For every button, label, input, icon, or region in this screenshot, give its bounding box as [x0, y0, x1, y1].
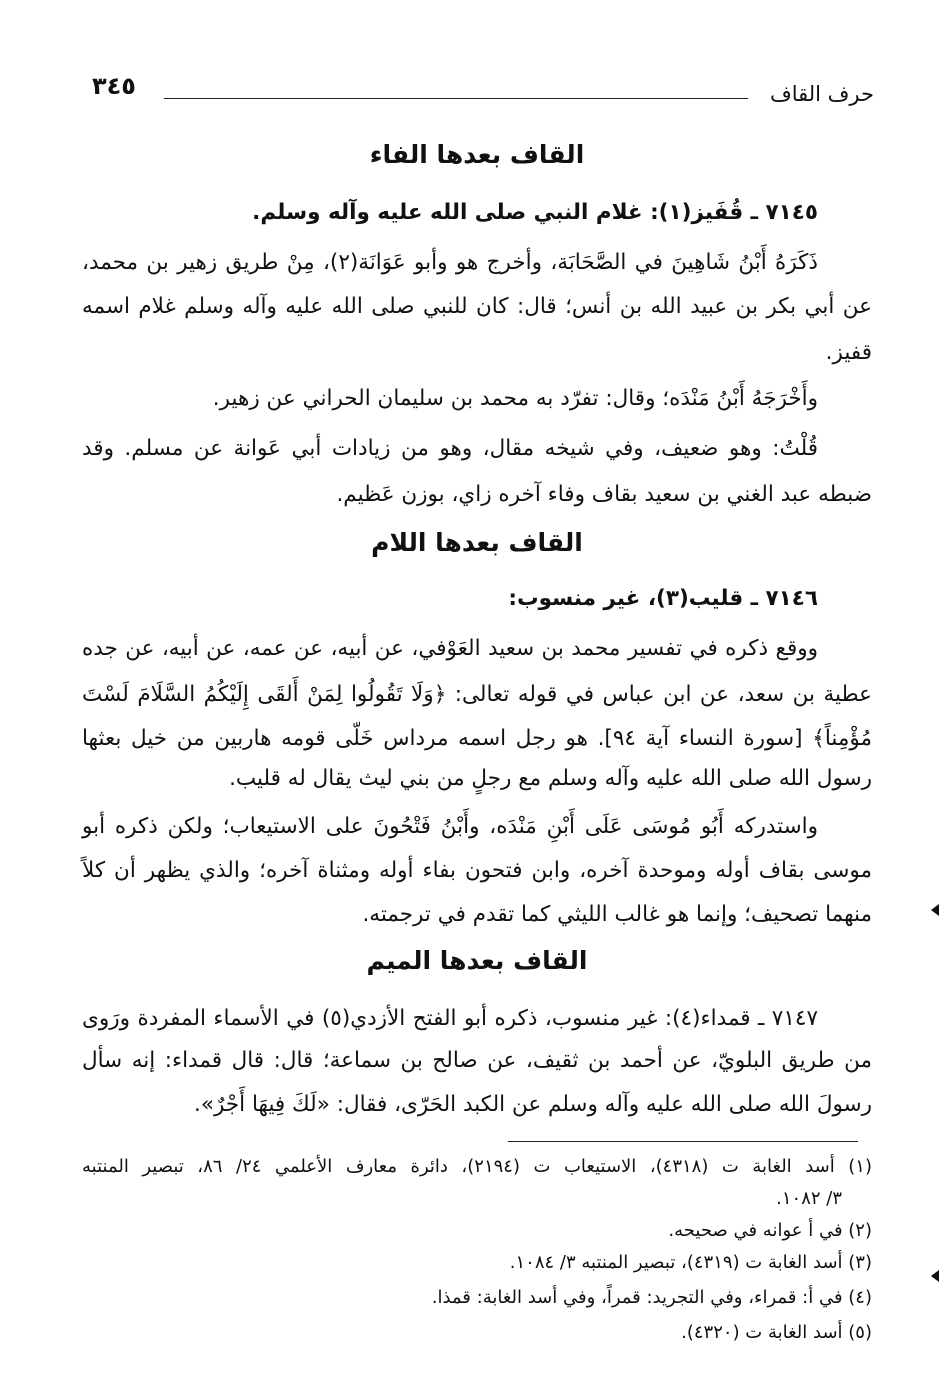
footnote-1-continuation: ٣/ ١٠٨٢. [776, 1188, 842, 1209]
text-line: ضبطه عبد الغني بن سعيد بقاف وفاء آخره زاي، بوزن عَظيم. [336, 482, 872, 507]
entry-7145-title: ٧١٤٥ ـ قُفَيز(١): غلام النبي صلى الله عليه وآله وسلم. [252, 200, 818, 225]
text-line: عطية بن سعد، عن ابن عباس في قوله تعالى: ﴿وَلَا تَقُولُوا لِمَنْ أَلقَى إِلَيْكُمُ السَّلَامَ لَسْتَ [82, 682, 872, 707]
margin-mark-icon [931, 1270, 939, 1282]
chapter-title: حرف القاف [769, 82, 874, 106]
text-line: قفيز. [825, 340, 872, 365]
footnote-4: (٤) في أ: قمراء، وفي التجريد: قمراً، وفي أسد الغابة: قمذا. [431, 1287, 872, 1308]
text-line: موسى بقاف أوله وموحدة آخره، وابن فتحون بفاء أوله ومثناة آخره؛ والذي يظهر أن كلاً [82, 858, 872, 883]
text-line: قُلْتُ: وهو ضعيف، وفي شيخه مقال، وهو من زيادات أبي عَوانة عن مسلم. وقد [82, 436, 818, 461]
text-line: عن أبي بكر بن عبيد الله بن أنس؛ قال: كان للنبي صلى الله عليه وآله وسلم غلام اسمه [82, 294, 872, 319]
page-number: ٣٤٥ [92, 72, 136, 100]
section-heading-qaf-fa: القاف بعدها الفاء [369, 140, 585, 169]
footnote-1: (١) أسد الغابة ت (٤٣١٨)، الاستيعاب ت (٢١٩٤)، دائرة معارف الأعلمي ٢٤/ ٨٦، تبصير المنتبه [82, 1156, 872, 1177]
text-line: مُؤْمِناً﴾ [سورة النساء آية ٩٤]. هو رجل اسمه مرداس خَلّى قومه هاربين من خيل بعثها [82, 726, 872, 751]
text-line: ذَكَرَهُ أَبْنُ شَاهِينَ في الصَّحَابَة، وأخرج هو وأبو عَوَانَة(٢)، مِنْ طريق زهير بن محمد، [82, 250, 818, 275]
text-line: واستدركه أَبُو مُوسَى عَلَى أَبْنِ مَنْدَه، وأَبْنُ فَتْحُونَ على الاستيعاب؛ ولكن ذكره أبو [82, 814, 818, 839]
margin-mark-icon [931, 904, 939, 916]
section-heading-qaf-mim: القاف بعدها الميم [366, 946, 588, 975]
footnote-3: (٣) أسد الغابة ت (٤٣١٩)، تبصير المنتبه ٣/ ١٠٨٤. [509, 1252, 872, 1273]
text-line: وأَخْرَجَهُ أَبْنُ مَنْدَه؛ وقال: تفرّد به محمد بن سليمان الحراني عن زهير. [212, 386, 818, 411]
footnote-2: (٢) في أ عوانه في صحيحه. [668, 1220, 872, 1241]
footnote-separator [508, 1141, 858, 1142]
text-line: من طريق البلويّ، عن أحمد بن ثقيف، عن صالح بن سماعة؛ قال: قال قمداء: إنه سأل [82, 1048, 872, 1073]
footnote-5: (٥) أسد الغابة ت (٤٣٢٠). [681, 1322, 872, 1343]
text-line: رسول الله صلى الله عليه وآله وسلم مع رجلٍ من بني ليث يقال له قليب. [229, 766, 872, 791]
entry-7146-title: ٧١٤٦ ـ قليب(٣)، غير منسوب: [508, 586, 818, 611]
section-heading-qaf-lam: القاف بعدها اللام [371, 528, 583, 557]
text-line: ووقع ذكره في تفسير محمد بن سعيد العَوْفي، عن أبيه، عن عمه، عن أبيه، عن جده [82, 636, 818, 661]
text-line: رسولَ الله صلى الله عليه وآله وسلم عن الكبد الحَرّى، فقال: «لَكَ فِيهَا أَجْرٌ». [194, 1092, 872, 1117]
entry-7147-first-line: ٧١٤٧ ـ قمداء(٤): غير منسوب، ذكره أبو الفتح الأزدي(٥) في الأسماء المفردة ورَوى [82, 1006, 818, 1031]
text-line: منهما تصحيف؛ وإنما هو غالب الليثي كما تقدم في ترجمته. [362, 902, 872, 927]
